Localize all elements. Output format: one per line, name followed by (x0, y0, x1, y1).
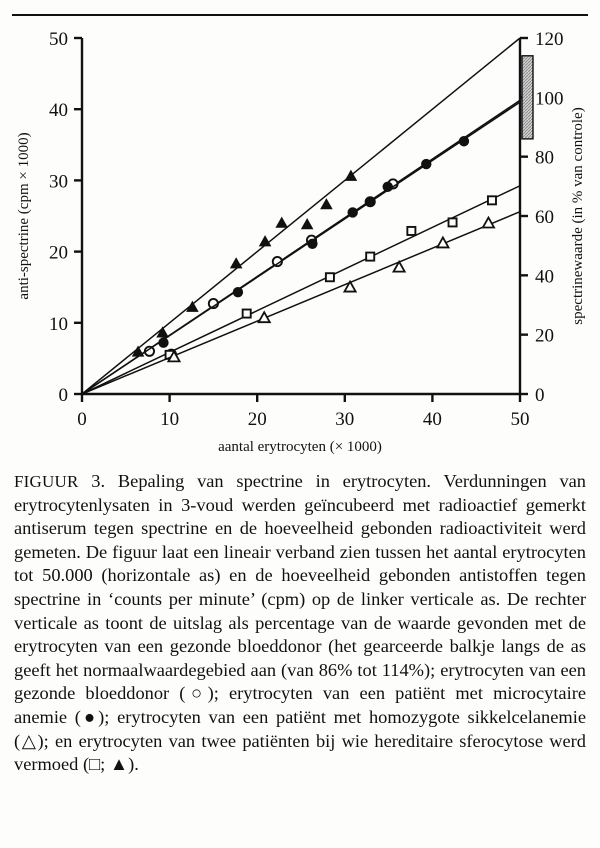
data-series-layer (82, 38, 520, 394)
data-point-filled-triangle (231, 258, 242, 267)
y-tick-label: 50 (49, 29, 68, 50)
y2-tick-label: 60 (535, 207, 554, 228)
y2-tick-label: 80 (535, 147, 554, 169)
data-point-filled-triangle (260, 236, 271, 245)
data-point-filled-triangle (302, 219, 313, 228)
data-point-open-square (243, 310, 251, 318)
y2-tick-label: 0 (535, 385, 545, 406)
x-tick-label: 40 (422, 409, 442, 430)
y2-tick-label: 100 (535, 88, 564, 110)
x-axis-title: aantal erytrocyten (× 1000) (218, 439, 382, 455)
figure-number (79, 471, 92, 491)
figure-caption (14, 470, 586, 777)
data-point-open-square (449, 218, 457, 226)
series-fit-line (82, 102, 520, 394)
y-tick-label: 40 (49, 100, 68, 122)
axis-labels-layer (16, 29, 586, 455)
y-axis-title: anti-spectrine (cpm × 1000) (16, 132, 32, 300)
data-point-open-square (488, 196, 496, 204)
data-point-filled-circle (383, 182, 392, 191)
data-point-open-square (407, 227, 415, 235)
y-tick-label: 10 (49, 313, 68, 335)
y2-tick-label: 20 (535, 325, 554, 347)
x-tick-label: 30 (335, 409, 355, 430)
series-4 (82, 186, 520, 394)
series-fit-line (82, 212, 520, 394)
normal-range-band-layer (522, 56, 533, 139)
data-point-filled-circle (366, 197, 375, 206)
figure-number-value: 3 (91, 471, 101, 491)
series-fit-line (82, 38, 520, 394)
x-tick-label: 0 (77, 409, 87, 430)
normal-range-band (522, 56, 533, 139)
series-5 (82, 212, 520, 394)
y-tick-label: 20 (49, 242, 68, 264)
data-point-filled-circle (422, 159, 431, 168)
data-point-open-square (326, 273, 334, 281)
y2-tick-label: 120 (535, 29, 564, 50)
figure-caption-text: . Bepaling van spectrine in erytrocyten. Verdunningen van erytrocytenlysaten in 3-voud werden geïncubeerd met radioactief gemerkt antiserum tegen spectrine en de hoeveelheid gebonden radioactiviteit werd gemeten. De figuur laat een lineair verband zien tussen het aantal erytrocyten tot 50.000 (horizontale as) en de hoeveelheid gebonden antistoffen tegen spectrine in ‘counts per minute’ (cpm) op de linker verticale as. De rechter verticale as toont de uitslag als percentage van de waarde gevonden met de erytrocyten van een gezonde bloeddonor (het gearceerde balkje langs de as geeft het normaalwaardegebied aan (van 86% tot 114%); erytrocyten van een gezonde bloeddonor (○); erytrocyten van een patiënt met microcytaire anemie (●); erytrocyten van een patiënt met homozygote sikkelcelanemie (△); en erytrocyten van twee patiënten bij wie hereditaire sferocytose werd vermoed (□; ▲). (14, 471, 586, 775)
data-point-filled-triangle (321, 199, 332, 208)
series-1 (82, 38, 520, 394)
data-point-filled-circle (348, 208, 357, 217)
x-tick-label: 50 (510, 409, 530, 430)
series-fit-line (82, 186, 520, 394)
data-point-filled-circle (308, 239, 317, 248)
y2-axis-title: spectrinewaarde (in % van controle) (570, 107, 586, 325)
y-tick-label: 0 (58, 385, 68, 406)
x-tick-label: 20 (247, 409, 267, 430)
data-point-filled-circle (459, 137, 468, 146)
y2-tick-label: 40 (535, 266, 554, 288)
data-point-filled-circle (233, 288, 242, 297)
x-tick-label: 10 (160, 409, 180, 430)
y-tick-label: 30 (49, 171, 68, 193)
axes-layer (74, 38, 528, 402)
data-point-open-square (366, 253, 374, 261)
data-point-filled-triangle (276, 218, 287, 227)
figure-label: FIGUUR (14, 472, 79, 491)
series-3 (82, 102, 520, 394)
data-point-filled-circle (159, 338, 168, 347)
data-point-open-triangle (344, 282, 355, 292)
